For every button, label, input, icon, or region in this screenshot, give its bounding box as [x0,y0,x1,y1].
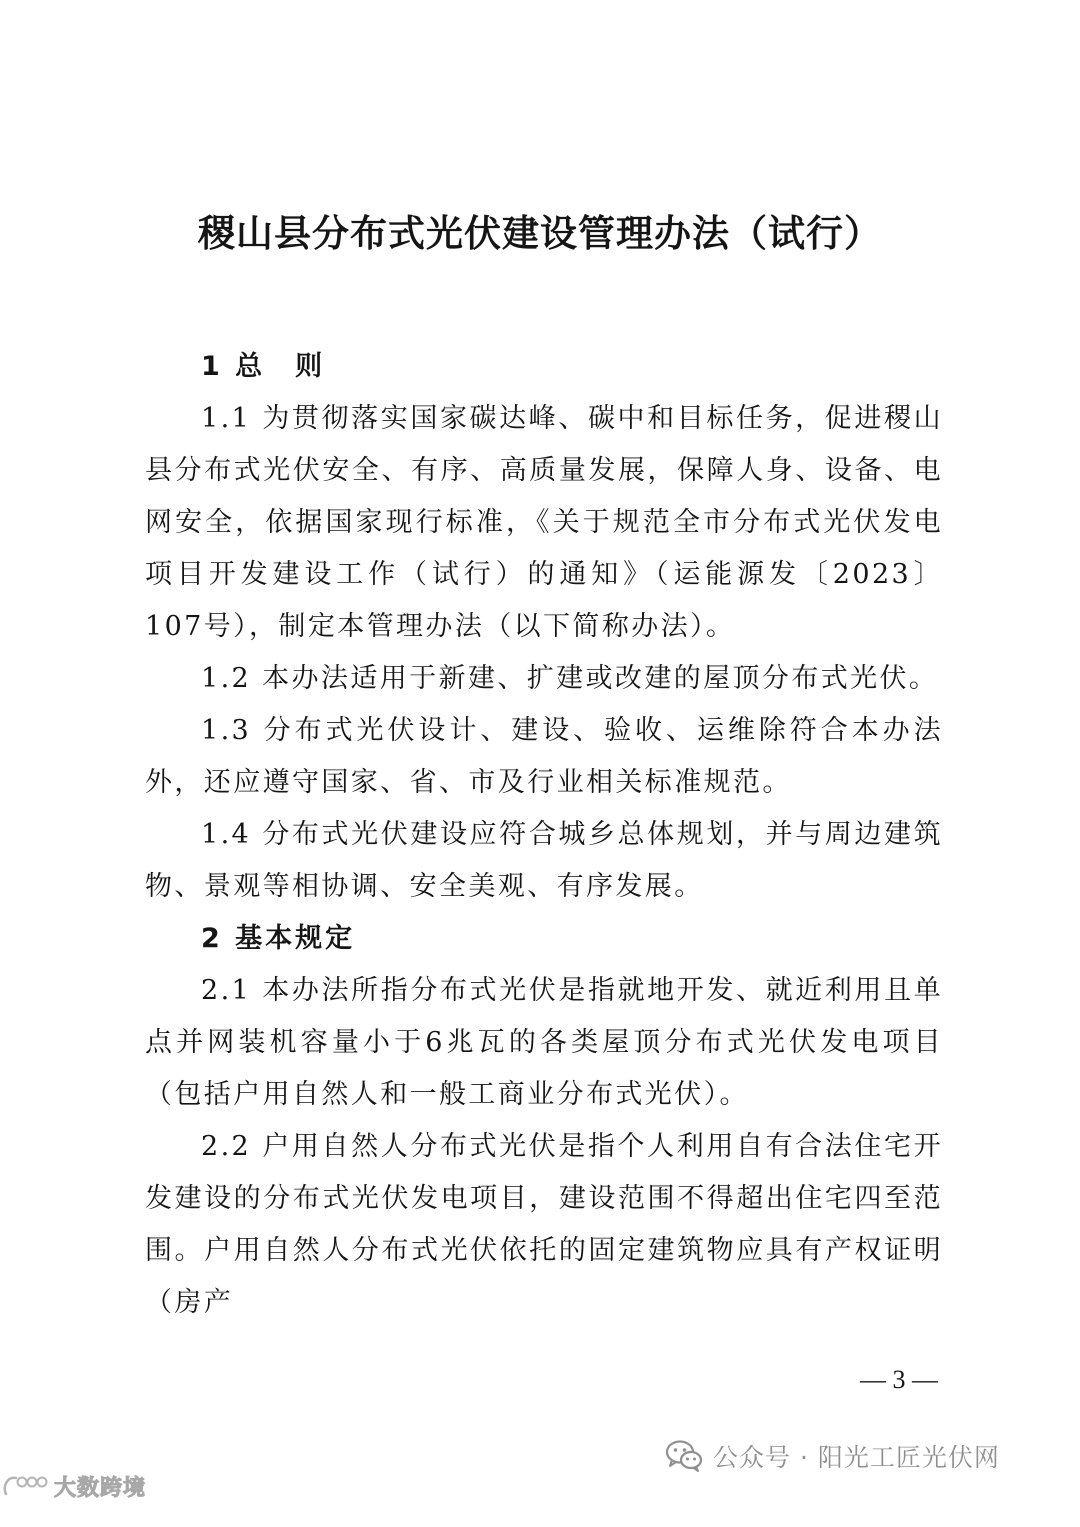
paragraph-1-2: 1.2 本办法适用于新建、扩建或改建的屋顶分布式光伏。 [201,663,939,694]
watermark-right [665,1434,1000,1478]
watermark-right-text: 公众号 · 阳光工匠光伏网 [713,1443,1000,1472]
wechat-icon [665,1439,703,1473]
paragraph-1-1: 1.1 为贯彻落实国家碳达峰、碳中和目标任务，促进稷山县分布式光伏安全、有序、高质量发展，保障人身、设备、电网安全，依据国家现行标准，《关于规范全市分布式光伏发电项目开发建设工作（试行）的通知》（运能源发〔2023〕107号），制定本管理办法（以下简称办法）。 [145,403,943,642]
paragraph-2-1: 2.1 本办法所指分布式光伏是指就地开发、就近利用且单点并网装机容量小于6兆瓦的各类屋顶分布式光伏发电项目（包括户用自然人和一般工商业分布式光伏）。 [145,975,943,1110]
watermark-left-text: 大数跨境 [54,1475,147,1501]
document-title: 稷山县分布式光伏建设管理办法（试行） [198,211,882,255]
document-body [145,341,943,1329]
section-heading-1: 1 总 则 [201,351,326,382]
paragraph-1-4: 1.4 分布式光伏建设应符合城乡总体规划，并与周边建筑物、景观等相协调、安全美观、有序发展。 [145,819,943,902]
paragraph-2-2: 2.2 户用自然人分布式光伏是指个人利用自有合法住宅开发建设的分布式光伏发电项目，建设范围不得超出住宅四至范围。户用自然人分布式光伏依托的固定建筑物应具有产权证明（房产 [145,1131,943,1318]
paragraph-1-3: 1.3 分布式光伏设计、建设、验收、运维除符合本办法外，还应遵守国家、省、市及行业相关标准规范。 [145,715,943,798]
watermark-left [0,1466,146,1506]
section-heading-2: 2 基本规定 [201,923,356,954]
page-number: — 3 — [860,1365,938,1394]
watermark-logo-icon [0,1470,50,1502]
